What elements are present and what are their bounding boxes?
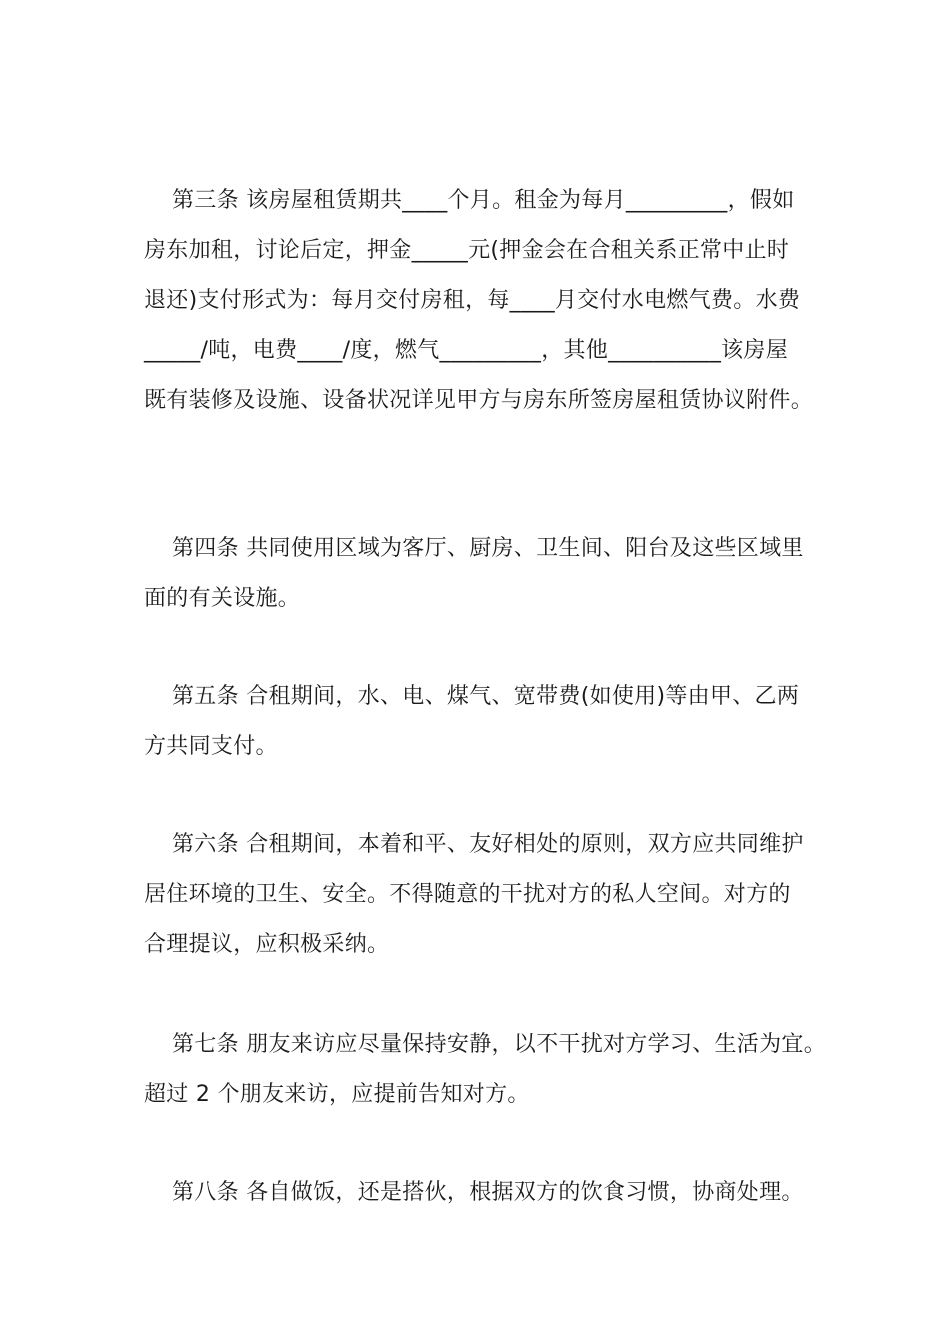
article-3-line-1: 第三条 该房屋租赁期共____个月。租金为每月_________，假如 <box>172 188 795 213</box>
article-8-line-1: 第八条 各自做饭，还是搭伙，根据双方的饮食习惯，协商处理。 <box>172 1180 804 1205</box>
article-3-line-5: 既有装修及设施、设备状况详见甲方与房东所签房屋租赁协议附件。 <box>144 388 814 413</box>
article-7-line-1: 第七条 朋友来访应尽量保持安静，以不干扰对方学习、生活为宜。 <box>172 1032 826 1057</box>
article-3-line-3: 退还)支付形式为：每月交付房租，每____月交付水电燃气费。水费 <box>144 288 801 313</box>
article-5-line-1: 第五条 合租期间，水、电、煤气、宽带费(如使用)等由甲、乙两 <box>172 684 800 709</box>
article-5-line-2: 方共同支付。 <box>144 734 278 759</box>
article-3-line-2: 房东加租，讨论后定，押金_____元(押金会在合租关系正常中止时 <box>144 238 790 263</box>
article-6-line-2: 居住环境的卫生、安全。不得随意的干扰对方的私人空间。对方的 <box>144 882 791 907</box>
article-6-line-3: 合理提议，应积极采纳。 <box>144 932 390 957</box>
article-7-line-2: 超过 2 个朋友来访，应提前告知对方。 <box>144 1082 530 1107</box>
article-4-line-2: 面的有关设施。 <box>144 586 301 611</box>
article-3-line-4: _____/吨，电费____/度，燃气_________，其他__________该房屋 <box>144 338 789 363</box>
article-6-line-1: 第六条 合租期间，本着和平、友好相处的原则，双方应共同维护 <box>172 832 804 857</box>
article-4-line-1: 第四条 共同使用区域为客厅、厨房、卫生间、阳台及这些区域里 <box>172 536 804 561</box>
